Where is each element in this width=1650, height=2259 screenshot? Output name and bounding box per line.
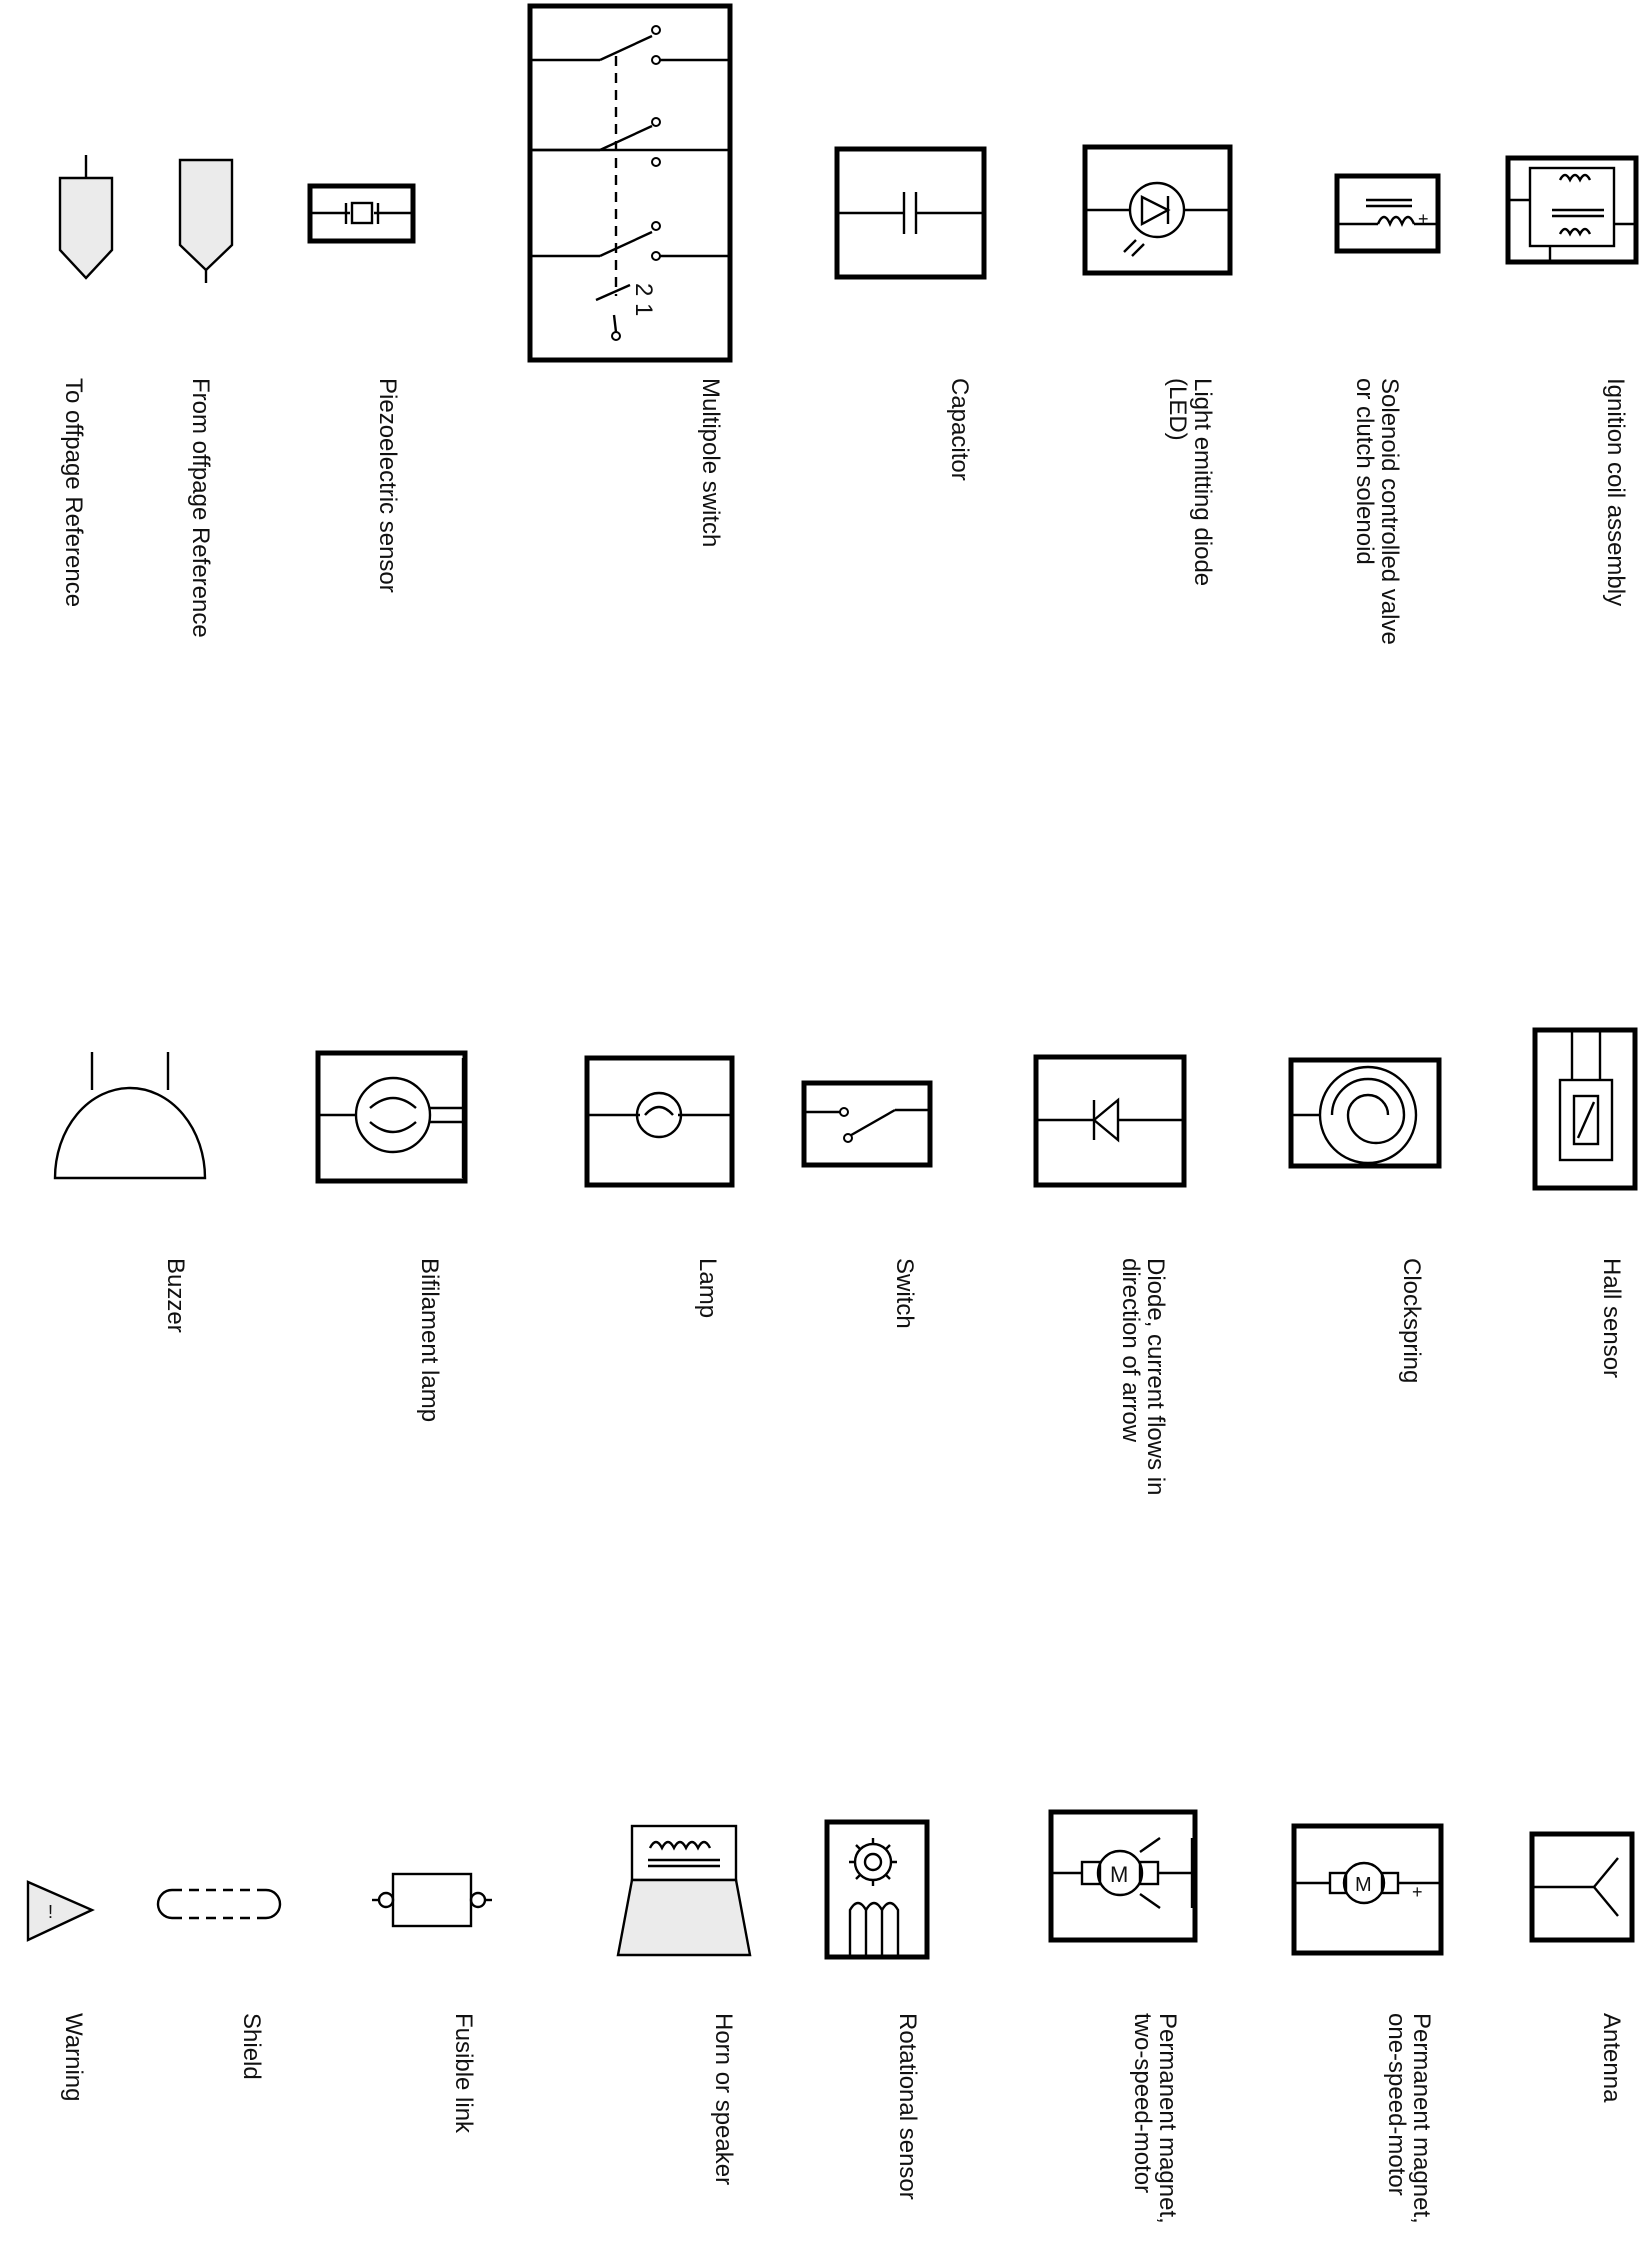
solenoid-valve-label-line1: Solenoid controlled valve: [1376, 378, 1403, 645]
pm-two-speed-motor-letter: M: [1110, 1862, 1129, 1887]
shield-label: Shield: [238, 2013, 265, 2080]
rotational-sensor-symbol: [827, 1822, 927, 1957]
lamp-label: Lamp: [694, 1258, 721, 1319]
diode-label-line1: Diode, current flows in: [1142, 1258, 1169, 1496]
warning-label: Warning: [60, 2013, 87, 2102]
pm-one-speed-motor-label-line2: one-speed-motor: [1383, 2013, 1410, 2196]
ignition-coil-symbol: [1508, 158, 1636, 262]
led-symbol: [1085, 147, 1230, 273]
capacitor-label: Capacitor: [946, 378, 973, 481]
diode-symbol: [1036, 1057, 1184, 1185]
warning-symbol: [28, 1882, 92, 1940]
horn-speaker-label: Horn or speaker: [710, 2013, 737, 2186]
shield-symbol: [158, 1890, 280, 1918]
buzzer-symbol: [55, 1052, 205, 1178]
clockspring-label: Clockspring: [1398, 1258, 1425, 1384]
multipole-switch-position-numbers: 2 1: [630, 283, 657, 317]
piezoelectric-sensor-symbol: [310, 186, 413, 241]
to-offpage-reference-symbol: [60, 155, 112, 278]
led-label-line1: Light emitting diode: [1189, 378, 1216, 587]
pm-one-speed-motor-letter: M: [1355, 1874, 1372, 1896]
led-label-line2: (LED): [1164, 378, 1191, 441]
solenoid-plus-sign: +: [1418, 209, 1429, 229]
clockspring-symbol: [1291, 1060, 1439, 1166]
piezoelectric-sensor-label: Piezoelectric sensor: [374, 378, 401, 593]
solenoid-valve-label-line2: or clutch solenoid: [1351, 378, 1378, 565]
rotational-sensor-label: Rotational sensor: [894, 2013, 921, 2200]
to-offpage-reference-label: To offpage Reference: [60, 378, 87, 608]
bifilament-lamp-symbol: [318, 1053, 465, 1181]
pm-one-speed-plus-sign: +: [1412, 1882, 1423, 1902]
from-offpage-reference-symbol: [180, 160, 232, 283]
buzzer-label: Buzzer: [162, 1258, 189, 1333]
fusible-link-symbol: [372, 1874, 492, 1926]
switch-label: Switch: [891, 1258, 918, 1329]
from-offpage-reference-label: From offpage Reference: [187, 378, 214, 638]
antenna-label: Antenna: [1598, 2013, 1625, 2103]
pm-two-speed-motor-label-line2: two-speed-motor: [1129, 2013, 1156, 2194]
ignition-coil-label: Ignition coil assembly: [1602, 378, 1629, 607]
multipole-switch-label: Multipole switch: [697, 378, 724, 548]
antenna-symbol: [1532, 1834, 1632, 1940]
hall-sensor-label: Hall sensor: [1598, 1258, 1625, 1379]
pm-one-speed-motor-label-line1: Permanent magnet,: [1408, 2013, 1435, 2224]
pm-two-speed-motor-label-line1: Permanent magnet,: [1154, 2013, 1181, 2224]
multipole-switch-symbol: [530, 6, 730, 360]
diode-label-line2: direction of arrow: [1117, 1258, 1144, 1443]
bifilament-lamp-label: Bifilament lamp: [416, 1258, 443, 1423]
hall-sensor-symbol: [1535, 1030, 1635, 1188]
switch-symbol: [804, 1083, 930, 1165]
capacitor-symbol: [837, 149, 984, 277]
warning-mark: !: [48, 1902, 54, 1922]
fusible-link-label: Fusible link: [450, 2013, 477, 2134]
horn-speaker-symbol: [618, 1826, 750, 1955]
lamp-symbol: [587, 1058, 732, 1185]
